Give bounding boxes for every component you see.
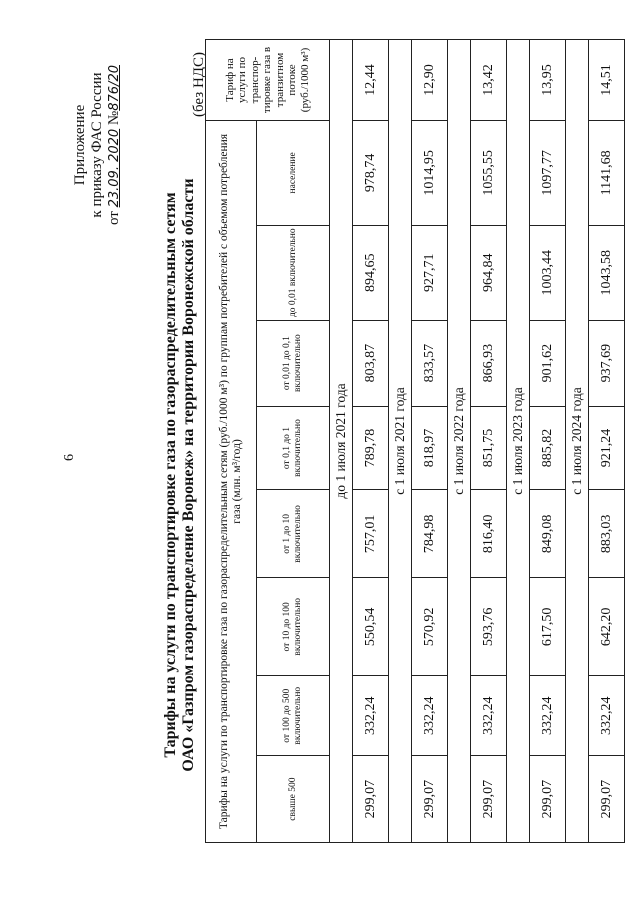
table-cell: 1003,44 <box>530 225 566 320</box>
column-header: от 1 до 10 включительно <box>257 490 330 578</box>
table-cell: 13,95 <box>530 40 566 121</box>
table-row <box>471 40 507 843</box>
table-row <box>353 40 389 843</box>
column-header: до 0,01 включительно <box>257 225 330 320</box>
appendix-line1: Приложение <box>72 104 88 186</box>
table-cell: 894,65 <box>353 225 389 320</box>
column-header: от 10 до 100 включительно <box>257 578 330 676</box>
period-label: с 1 июля 2022 года <box>448 40 471 843</box>
table-cell: 332,24 <box>471 676 507 756</box>
table-cell: 818,97 <box>412 406 448 490</box>
table-cell: 885,82 <box>530 406 566 490</box>
header-main: Тарифы на услуги по транспортировке газа по газораспределительным сетям (руб./1000 м³) по группам потребителей с объемом потребления газа (млн. м³/год) <box>206 120 257 842</box>
appendix-date-line <box>106 45 123 245</box>
period-label: с 1 июля 2024 года <box>566 40 589 843</box>
column-header: население <box>257 120 330 225</box>
document-title <box>162 145 198 805</box>
table-cell: 816,40 <box>471 490 507 578</box>
table-cell: 593,76 <box>471 578 507 676</box>
table-cell: 757,01 <box>353 490 389 578</box>
table-cell: 12,90 <box>412 40 448 121</box>
table-row <box>412 40 448 843</box>
table-cell: 332,24 <box>353 676 389 756</box>
table-row <box>530 40 566 843</box>
table-cell: 927,71 <box>412 225 448 320</box>
column-header: от 100 до 500 включительно <box>257 676 330 756</box>
table-cell: 803,87 <box>353 320 389 406</box>
table-cell: 1097,77 <box>530 120 566 225</box>
page-number: 6 <box>62 454 77 461</box>
appendix-line2: к приказу ФАС России <box>89 72 105 218</box>
handwritten-date: 23.09. 2020 <box>107 128 122 208</box>
table-cell: 299,07 <box>589 756 625 843</box>
table-cell: 883,03 <box>589 490 625 578</box>
table-cell: 849,08 <box>530 490 566 578</box>
title-line1: Тарифы на услуги по транспортировке газа по газораспределительным сетям <box>162 192 179 758</box>
table-cell: 789,78 <box>353 406 389 490</box>
table-cell: 332,24 <box>589 676 625 756</box>
table-cell: 299,07 <box>412 756 448 843</box>
table-cell: 570,92 <box>412 578 448 676</box>
table-cell: 1014,95 <box>412 120 448 225</box>
table-cell: 550,54 <box>353 578 389 676</box>
table-cell: 978,74 <box>353 120 389 225</box>
table-cell: 332,24 <box>412 676 448 756</box>
date-prefix: от <box>106 211 122 225</box>
table-cell: 866,93 <box>471 320 507 406</box>
tariff-table <box>205 39 625 843</box>
column-header: от 0,01 до 0,1 включительно <box>257 320 330 406</box>
period-label: с 1 июля 2021 года <box>389 40 412 843</box>
table-cell: 617,50 <box>530 578 566 676</box>
table-cell: 1055,55 <box>471 120 507 225</box>
table-cell: 921,24 <box>589 406 625 490</box>
table-cell: 14,51 <box>589 40 625 121</box>
period-label: с 1 июля 2023 года <box>507 40 530 843</box>
table-cell: 833,57 <box>412 320 448 406</box>
table-cell: 1141,68 <box>589 120 625 225</box>
table-row <box>589 40 625 843</box>
period-label: до 1 июля 2021 года <box>330 40 353 843</box>
table-cell: 299,07 <box>353 756 389 843</box>
table-cell: 299,07 <box>471 756 507 843</box>
table-cell: 13,42 <box>471 40 507 121</box>
column-header: свыше 500 <box>257 756 330 843</box>
table-cell: 642,20 <box>589 578 625 676</box>
table-cell: 12,44 <box>353 40 389 121</box>
table-cell: 332,24 <box>530 676 566 756</box>
table-cell: 299,07 <box>530 756 566 843</box>
title-line2: ОАО «Газпром газораспределение Воронеж» на территории Воронежской области <box>180 178 197 772</box>
handwritten-number: 876/20 <box>107 65 122 111</box>
header-transit: Тариф на услуги по транспор-тировке газа в транзитном потоке (руб./1000 м³) <box>206 40 330 121</box>
table-cell: 901,62 <box>530 320 566 406</box>
table-cell: 851,75 <box>471 406 507 490</box>
column-header: от 0,1 до 1 включительно <box>257 406 330 490</box>
table-cell: 784,98 <box>412 490 448 578</box>
appendix-block <box>72 45 123 245</box>
table-cell: 937,69 <box>589 320 625 406</box>
table-cell: 964,84 <box>471 225 507 320</box>
vat-note: (без НДС) <box>191 51 207 117</box>
table-cell: 1043,58 <box>589 225 625 320</box>
number-prefix: № <box>106 110 122 126</box>
